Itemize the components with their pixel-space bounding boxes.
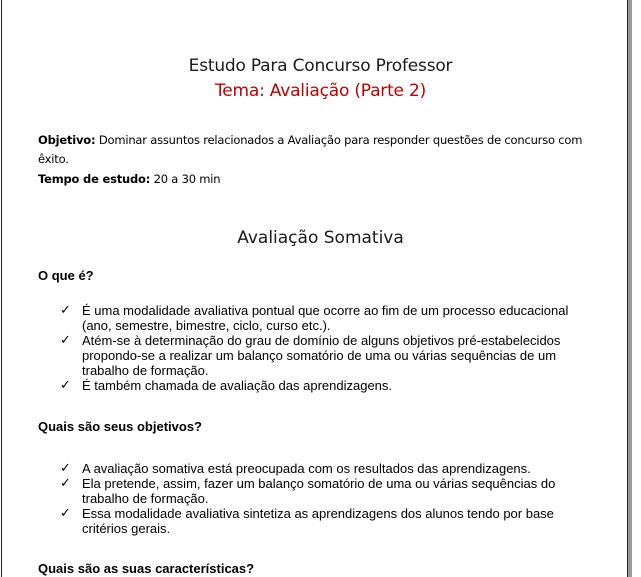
list-item-text: Essa modalidade avaliativa sintetiza as aprendizagens dos alunos tendo por base critérios gerais. [82, 506, 554, 536]
check-icon: ✓ [60, 378, 71, 393]
list-item-text: É também chamada de avaliação das aprendizagens. [82, 378, 393, 393]
list-item [60, 461, 600, 476]
study-time-value: 20 a 30 min [150, 172, 221, 186]
list-item [60, 476, 600, 506]
question-heading: O que é? [38, 268, 94, 283]
check-icon: ✓ [60, 333, 71, 348]
list-item-text: É uma modalidade avaliativa pontual que ocorre ao fim de um processo educacional (ano, semestre, bimestre, ciclo, curso etc.). [82, 303, 569, 333]
section-title: Avaliação Somativa [237, 228, 404, 248]
check-icon: ✓ [60, 506, 71, 521]
check-icon: ✓ [60, 303, 71, 318]
study-time-line [38, 170, 598, 189]
checklist [60, 461, 600, 536]
list-item [60, 506, 600, 536]
question-heading: Quais são seus objetivos? [38, 419, 202, 434]
question-heading: Quais são as suas características? [38, 561, 255, 576]
objective-label: Objetivo: [38, 133, 96, 147]
study-time-label: Tempo de estudo: [38, 172, 151, 186]
list-item [60, 303, 600, 333]
document-title: Estudo Para Concurso Professor [188, 56, 453, 76]
list-item-text: Atém-se à determinação do grau de domínio de alguns objetivos pré-estabelecidos propondo-se a realizar um balanço somatório de uma ou várias sequências de um trabalho de formação. [82, 333, 561, 378]
document-subtitle: Tema: Avaliação (Parte 2) [214, 81, 427, 101]
check-icon: ✓ [60, 461, 71, 476]
list-item-text: Ela pretende, assim, fazer um balanço somatório de uma ou várias sequências do trabalho de formação. [82, 476, 556, 506]
list-item-text: A avaliação somativa está preocupada com os resultados das aprendizagens. [82, 461, 531, 476]
checklist [60, 303, 600, 393]
list-item [60, 333, 600, 378]
list-item [60, 378, 600, 393]
objective-paragraph [38, 131, 598, 169]
check-icon: ✓ [60, 476, 71, 491]
objective-text: Dominar assuntos relacionados a Avaliação para responder questões de concurso com êxito. [38, 133, 583, 166]
